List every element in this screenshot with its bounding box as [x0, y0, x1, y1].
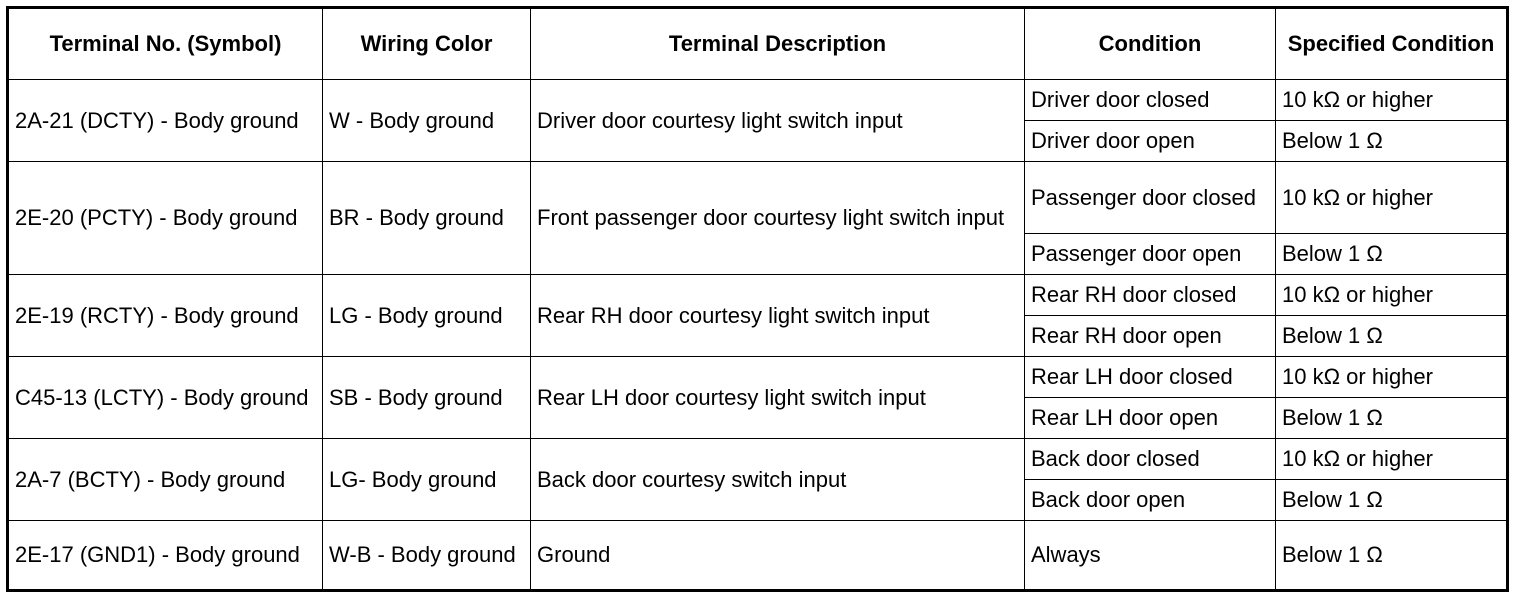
condition-cell: Back door closed — [1025, 439, 1276, 480]
description-cell: Rear LH door courtesy light switch input — [531, 357, 1025, 439]
description-cell: Ground — [531, 521, 1025, 591]
table-row — [8, 439, 1508, 480]
terminal-cell: 2A-7 (BCTY) - Body ground — [8, 439, 323, 521]
description-cell: Rear RH door courtesy light switch input — [531, 275, 1025, 357]
condition-cell: Rear LH door open — [1025, 398, 1276, 439]
terminal-cell: 2E-17 (GND1) - Body ground — [8, 521, 323, 591]
specified-condition-cell: 10 kΩ or higher — [1276, 80, 1508, 121]
specified-condition-cell: Below 1 Ω — [1276, 316, 1508, 357]
condition-cell: Rear RH door closed — [1025, 275, 1276, 316]
description-cell: Driver door courtesy light switch input — [531, 80, 1025, 162]
condition-cell: Driver door closed — [1025, 80, 1276, 121]
condition-cell: Passenger door closed — [1025, 162, 1276, 234]
wiring-color-cell: BR - Body ground — [323, 162, 531, 275]
specified-condition-cell: Below 1 Ω — [1276, 521, 1508, 591]
header-terminal: Terminal No. (Symbol) — [8, 8, 323, 80]
header-wiring-color: Wiring Color — [323, 8, 531, 80]
wiring-color-cell: W - Body ground — [323, 80, 531, 162]
condition-cell: Rear RH door open — [1025, 316, 1276, 357]
specified-condition-cell: Below 1 Ω — [1276, 398, 1508, 439]
condition-cell: Always — [1025, 521, 1276, 591]
specified-condition-cell: 10 kΩ or higher — [1276, 275, 1508, 316]
header-terminal-description: Terminal Description — [531, 8, 1025, 80]
description-cell: Front passenger door courtesy light switch input — [531, 162, 1025, 275]
specified-condition-cell: 10 kΩ or higher — [1276, 439, 1508, 480]
terminal-cell: C45-13 (LCTY) - Body ground — [8, 357, 323, 439]
wiring-color-cell: SB - Body ground — [323, 357, 531, 439]
specified-condition-cell: Below 1 Ω — [1276, 480, 1508, 521]
specified-condition-cell: Below 1 Ω — [1276, 234, 1508, 275]
specified-condition-cell: Below 1 Ω — [1276, 121, 1508, 162]
table-row — [8, 275, 1508, 316]
table-row — [8, 357, 1508, 398]
header-condition: Condition — [1025, 8, 1276, 80]
wiring-color-cell: LG- Body ground — [323, 439, 531, 521]
terminal-spec-table — [6, 6, 1509, 592]
specified-condition-cell: 10 kΩ or higher — [1276, 162, 1508, 234]
table-row — [8, 80, 1508, 121]
condition-cell: Back door open — [1025, 480, 1276, 521]
wiring-color-cell: W-B - Body ground — [323, 521, 531, 591]
terminal-cell: 2E-19 (RCTY) - Body ground — [8, 275, 323, 357]
header-specified-condition: Specified Condition — [1276, 8, 1508, 80]
condition-cell: Driver door open — [1025, 121, 1276, 162]
condition-cell: Passenger door open — [1025, 234, 1276, 275]
terminal-cell: 2E-20 (PCTY) - Body ground — [8, 162, 323, 275]
specified-condition-cell: 10 kΩ or higher — [1276, 357, 1508, 398]
terminal-cell: 2A-21 (DCTY) - Body ground — [8, 80, 323, 162]
header-row — [8, 8, 1508, 80]
wiring-color-cell: LG - Body ground — [323, 275, 531, 357]
description-cell: Back door courtesy switch input — [531, 439, 1025, 521]
condition-cell: Rear LH door closed — [1025, 357, 1276, 398]
table-row — [8, 162, 1508, 234]
table-row — [8, 521, 1508, 591]
